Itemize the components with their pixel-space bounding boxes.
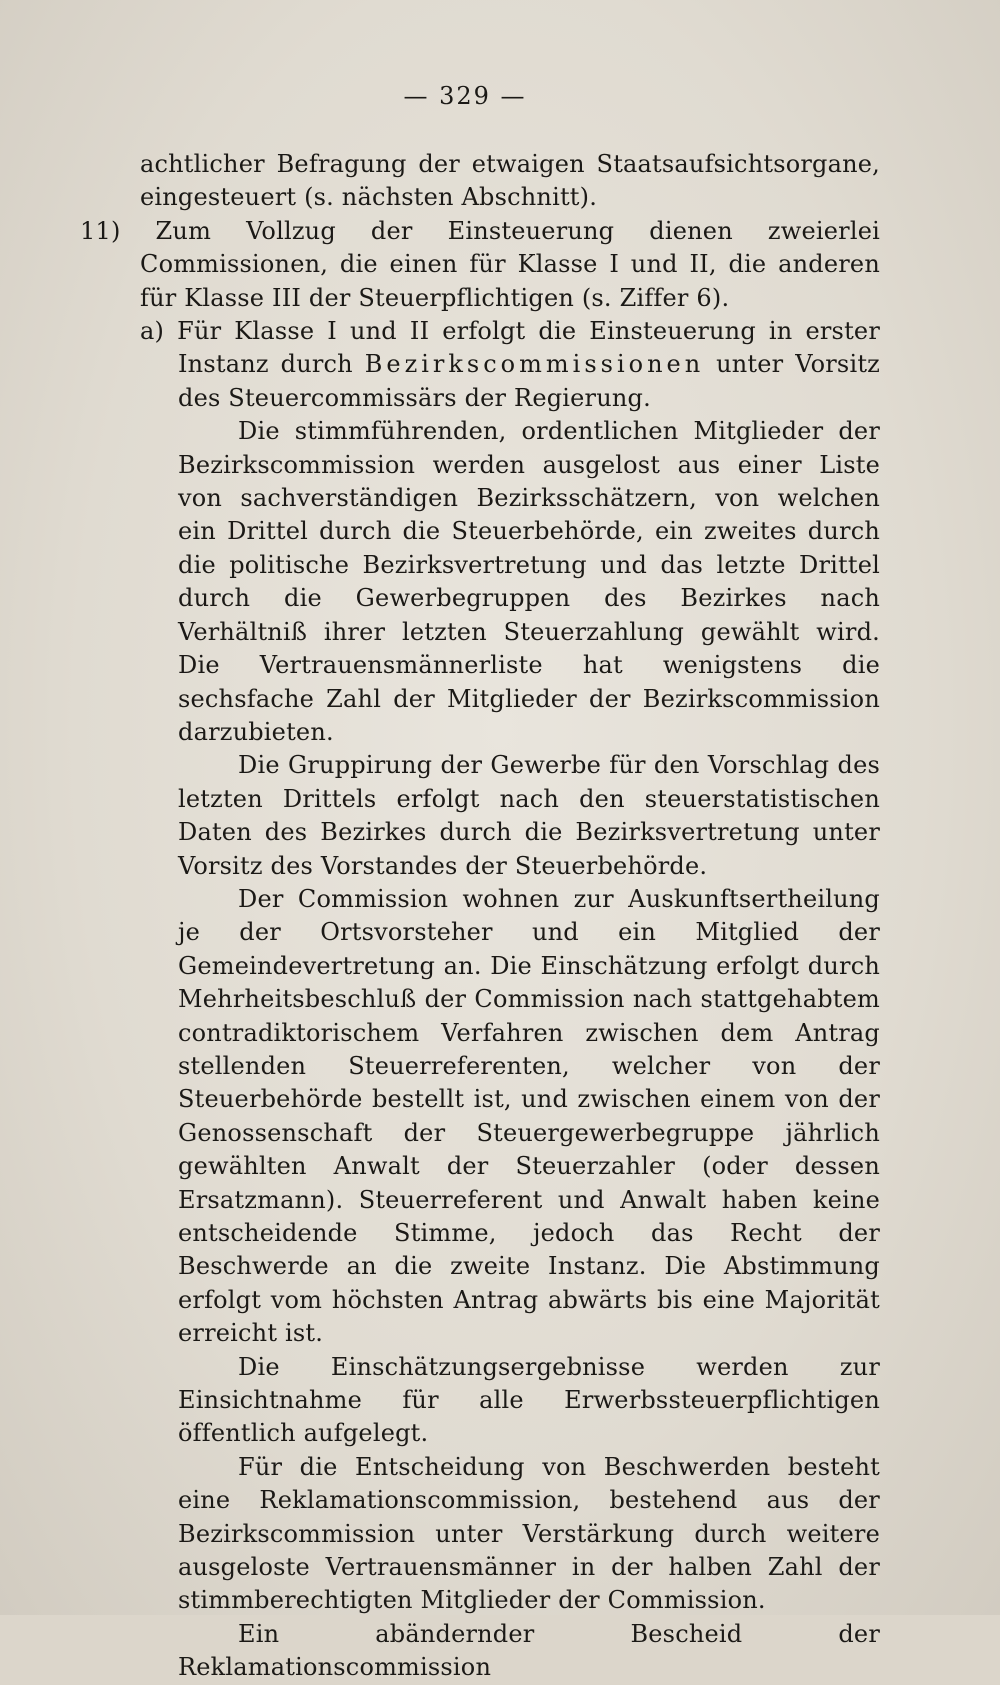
- paragraph-commission: Der Commission wohnen zur Auskunftsertheilung je der Ortsvorsteher und ein Mitglied der Gemeindevertretung an. Die Einschätzung erfolgt durch Mehrheitsbeschluß der Commission nach stattgehabtem contradiktorischem Verfahren zwischen dem Antrag stellenden Steuerreferenten, welcher von der Steuerbehörde bestellt ist, und zwischen einem von der Genossenschaft der Steuergewerbegruppe jährlich gewählten Anwalt der Steuerzahler (oder dessen Ersatzmann). Steuerreferent und Anwalt haben keine entscheidende Stimme, jedoch das Recht der Beschwerde an die zweite Instanz. Die Abstimmung erfolgt vom höchsten Antrag abwärts bis eine Majorität erreicht ist.: [178, 884, 880, 1348]
- item-a-text-end: unter Vorsitz des Steuercommissärs der Regierung.: [178, 350, 881, 412]
- paragraph-item-a: [80, 315, 880, 415]
- paragraph-decision: Ein abändernder Bescheid der Reklamationscommission: [178, 1619, 880, 1682]
- item-a-text-start: a) Für Klasse I und II erfolgt die Einsteuerung in erster Instanz durch: [140, 317, 880, 379]
- paragraph-members: Die stimmführenden, ordentlichen Mitglieder der Bezirkscommission werden ausgelost aus einer Liste von sachverständigen Bezirksschätzern, von welchen ein Drittel durch die Steuerbehörde, ein zweites durch die politische Bezirksvertretung und das letzte Drittel durch die Gewerbegruppen des Bezirkes nach Verhältniß ihrer letzten Steuerzahlung gewählt wird. Die Vertrauensmännerliste hat wenigstens die sechsfache Zahl der Mitglieder der Bezirkscommission darzubieten.: [178, 417, 880, 746]
- paragraph-results: Die Einschätzungsergebnisse werden zur Einsichtnahme für alle Erwerbssteuerpflichtigen öffentlich aufgelegt.: [178, 1352, 880, 1448]
- paragraph-continuation: achtlicher Befragung der etwaigen Staatsaufsichtsorgane, eingesteuert (s. nächsten Abschnitt).: [140, 150, 880, 212]
- paragraph-complaints: Für die Entscheidung von Beschwerden besteht eine Reklamationscommission, bestehend aus der Bezirkscommission unter Verstärkung durch weitere ausgeloste Vertrauensmänner in der halben Zahl der stimmberechtigten Mitglieder der Commission.: [178, 1452, 880, 1615]
- item-a-spaced-term: Bezirkscommissionen: [364, 350, 705, 379]
- body-text: [80, 148, 880, 1685]
- page-number: — 329 —: [403, 82, 527, 110]
- paragraph-grouping: Die Gruppirung der Gewerbe für den Vorschlag des letzten Drittels erfolgt nach den steuerstatistischen Daten des Bezirkes durch die Bezirksvertretung unter Vorsitz des Vorstandes der Steuerbehörde.: [178, 751, 880, 880]
- paragraph-item-11: 11) Zum Vollzug der Einsteuerung dienen zweierlei Commissionen, die einen für Klasse I und II, die anderen für Klasse III der Steuerpflichtigen (s. Ziffer 6).: [80, 216, 880, 312]
